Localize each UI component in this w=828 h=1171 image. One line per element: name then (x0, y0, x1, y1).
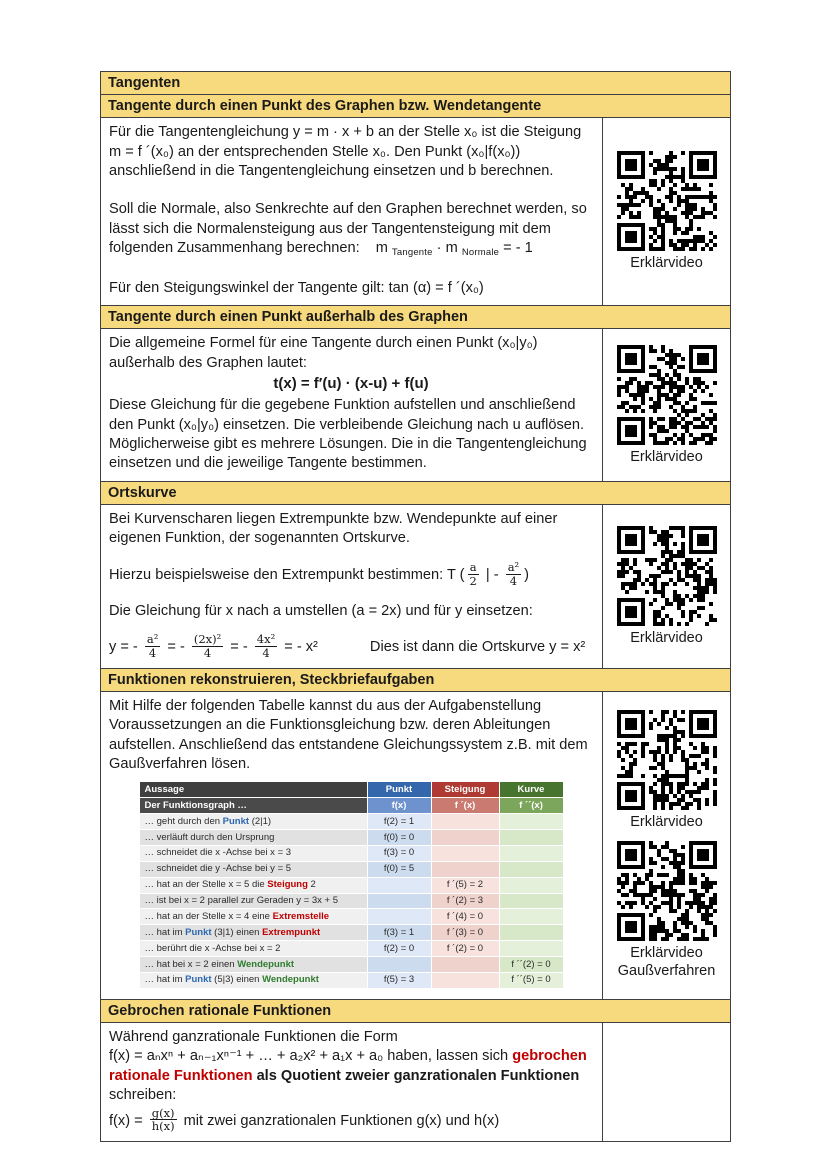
qr-label: Erklärvideo (630, 255, 703, 272)
paragraph: Mit Hilfe der folgenden Tabelle kannst du aus der Aufgabenstellung Voraussetzungen an die Funktionsgleichung bzw. deren Ableitungen aufstellen. Anschließend das entstandene Gleichungssystem z.B. mit dem Gaußverfahren lösen. (109, 697, 588, 772)
qr-column (602, 329, 730, 480)
section-gebrochen-rationale-funktionen (101, 1023, 730, 1141)
steigung-cell (431, 845, 499, 861)
equation-text: y = - (109, 639, 142, 656)
heading-text: Funktionen rekonstruieren, Steckbriefaufgaben (108, 671, 435, 688)
steigung-cell: f ´(4) = 0 (431, 909, 499, 925)
qr-code (617, 526, 717, 626)
equation-segment (109, 631, 318, 661)
statement-cell (139, 909, 367, 925)
statement-text: … verläuft durch den Ursprung (144, 831, 275, 843)
kurve-cell (499, 941, 563, 957)
kurve-cell (499, 814, 563, 830)
equation-text: = - x² (280, 639, 318, 656)
statement-cell (139, 972, 367, 988)
column-header-kurve: Kurve (499, 782, 563, 798)
punkt-cell: f(0) = 0 (367, 830, 431, 846)
section1-content (101, 118, 602, 305)
section-header-wendetangente (101, 95, 730, 118)
banner-title: Tangenten (108, 75, 181, 91)
qr-code (617, 710, 717, 810)
keyword-red: Extremstelle (272, 910, 330, 922)
section-ortskurve (101, 505, 730, 669)
table-row (139, 925, 563, 941)
table-row (139, 877, 563, 893)
fraction (468, 561, 479, 588)
statements-table (139, 781, 564, 988)
statement-cell (139, 893, 367, 909)
fraction-denominator: 4 (262, 645, 270, 660)
section-steckbriefaufgaben (101, 692, 730, 1000)
table-subheader-row (139, 798, 563, 814)
formula-text: f(x) = (109, 1112, 147, 1129)
statement-text: (3|1) einen (211, 926, 263, 938)
paragraph: Diese Gleichung für die gegebene Funktion aufstellen und anschließend den Punkt (x₀|y₀) einsetzen. Die verbleibende Gleichung nach u auflösen. Möglicherweise gibt es mehrere Lösungen. Die in die Tangentengleichung einsetzen und die jeweilige Tangente bestimmen. (109, 397, 587, 472)
punkt-cell: f(3) = 1 (367, 925, 431, 941)
statement-cell (139, 877, 367, 893)
table-row (139, 845, 563, 861)
statement-text: 2 (307, 879, 316, 891)
tangent-formula: t(x) = f′(u) · (x-u) + f(u) (273, 375, 429, 393)
fraction (255, 633, 277, 660)
fraction-numerator: (2x)² (193, 631, 222, 646)
statement-text: … hat an der Stelle x = 4 eine (144, 910, 273, 922)
steigung-cell (431, 972, 499, 988)
formula-var: m (375, 240, 392, 257)
section-header-steckbrief (101, 669, 730, 692)
qr-label: Erklärvideo (630, 813, 703, 830)
qr-code (617, 841, 717, 941)
fraction-numerator: g(x) (151, 1105, 175, 1120)
keyword-red: Extrempunkt (262, 926, 321, 938)
paragraph: Bei Kurvenscharen liegen Extrempunkte bzw. Wendepunkte auf einer eigenen Funktion, der sogenannten Ortskurve. (109, 510, 558, 547)
fraction-denominator: 2 (469, 573, 477, 588)
statement-text: … hat an der Stelle x = 5 die (144, 879, 268, 891)
statement-text: … hat im (144, 926, 186, 938)
qr-label (618, 944, 716, 980)
statements-table-body (139, 814, 563, 989)
paragraph-text: | - (481, 566, 503, 583)
column-header-steigung: Steigung (431, 782, 499, 798)
section-header-ortskurve (101, 482, 730, 505)
fraction (145, 633, 160, 660)
keyword-blue: Punkt (222, 815, 250, 827)
paragraph: Die allgemeine Formel für eine Tangente durch einen Punkt (x₀|y₀) außerhalb des Graphen lautet: (109, 335, 538, 371)
section-header-tangente-aussen (101, 306, 730, 329)
paragraph: Während ganzrationale Funktionen die Form (109, 1028, 398, 1045)
subheader-f2x: f ´´(x) (499, 798, 563, 814)
table-row (139, 972, 563, 988)
statement-cell (139, 845, 367, 861)
statement-cell (139, 941, 367, 957)
section4-content (101, 692, 602, 999)
qr-label: Erklärvideo (630, 629, 703, 646)
fraction (150, 1107, 177, 1134)
polynomial-formula: f(x) = aₙxⁿ + aₙ₋₁xⁿ⁻¹ + … + a₂x² + a₁x + a₀ haben, lassen sich (109, 1048, 513, 1065)
steigung-cell (431, 830, 499, 846)
section5-content (101, 1023, 602, 1141)
punkt-cell (367, 909, 431, 925)
paragraph (109, 200, 593, 259)
kurve-cell (499, 861, 563, 877)
kurve-cell (499, 845, 563, 861)
kurve-cell (499, 925, 563, 941)
ortskurve-equation (109, 631, 593, 661)
qr-label-line2: Gaußverfahren (617, 963, 716, 980)
fraction-numerator: a² (146, 631, 159, 646)
fraction-denominator: h(x) (151, 1119, 175, 1134)
statement-cell (139, 957, 367, 973)
table-row (139, 830, 563, 846)
formula-subscript: Tangente (391, 247, 433, 259)
section-tangente-punkt-graph (101, 118, 730, 306)
qr-column-empty (602, 1023, 730, 1141)
table-row (139, 893, 563, 909)
paragraph-text: Soll die Normale, also Senkrechte auf den Graphen berechnet werden, so lässt sich die Normalensteigung aus der Tangentensteigung mit dem folgenden Zusammenhang berechnen: (109, 201, 587, 257)
paragraph (109, 1047, 593, 1105)
paragraph: Für den Steigungswinkel der Tangente gilt: tan (α) = f ´(x₀) (109, 279, 484, 296)
paragraph: Die Gleichung für x nach a umstellen (a = 2x) und für y einsetzen: (109, 602, 533, 619)
keyword-red: Steigung (267, 879, 308, 891)
statement-cell (139, 861, 367, 877)
qr-label-line1: Erklärvideo (630, 945, 703, 962)
steigung-cell (431, 814, 499, 830)
steigung-cell (431, 957, 499, 973)
keyword-green: Wendepunkt (237, 958, 295, 970)
kurve-cell (499, 830, 563, 846)
heading-text: Ortskurve (108, 484, 177, 501)
equation-note: Dies ist dann die Ortskurve y = x² (369, 638, 586, 655)
table-row (139, 957, 563, 973)
section-header-tangenten (101, 72, 730, 95)
paragraph-text: ) (524, 566, 530, 583)
statement-text: (5|3) einen (211, 974, 263, 986)
paragraph-text: schreiben: (109, 1087, 177, 1104)
kurve-cell (499, 877, 563, 893)
equation-text: = - (226, 639, 252, 656)
keyword-blue: Punkt (185, 926, 212, 938)
steigung-cell: f ´(2) = 0 (431, 941, 499, 957)
statement-cell (139, 925, 367, 941)
statement-text: … geht durch den (144, 815, 223, 827)
math-cheat-sheet (100, 71, 731, 1142)
heading-text: Gebrochen rationale Funktionen (108, 1002, 332, 1019)
column-header-punkt: Punkt (367, 782, 431, 798)
punkt-cell: f(2) = 0 (367, 941, 431, 957)
statement-text: … schneidet die x -Achse bei x = 3 (144, 847, 292, 859)
fraction-numerator: 4x² (256, 631, 276, 646)
qr-code (617, 151, 717, 251)
statement-cell (139, 814, 367, 830)
qr-column (602, 118, 730, 305)
statement-text: … schneidet die y -Achse bei y = 5 (144, 863, 292, 875)
fraction-denominator: 4 (203, 645, 212, 660)
formula-result: = - 1 (499, 240, 533, 257)
steigung-cell: f ´(2) = 3 (431, 893, 499, 909)
statement-text: (2|1) (249, 815, 272, 827)
qr-code (617, 345, 717, 445)
punkt-cell: f(2) = 1 (367, 814, 431, 830)
section3-content (101, 505, 602, 668)
fraction-denominator: 4 (509, 573, 518, 588)
paragraph-text: Hierzu beispielsweise den Extrempunkt bestimmen: T ( (109, 566, 465, 583)
statement-text: … hat im (144, 974, 186, 986)
punkt-cell (367, 877, 431, 893)
subheader-f1x: f ´(x) (431, 798, 499, 814)
section-header-gebrochen-rational (101, 1000, 730, 1023)
statement-text: … ist bei x = 2 parallel zur Geraden y = 3x + 5 (144, 895, 339, 907)
extrempunkt-line (109, 559, 593, 589)
table-row (139, 941, 563, 957)
steigung-cell: f ´(3) = 0 (431, 925, 499, 941)
subheader-funktionsgraph: Der Funktionsgraph … (139, 798, 367, 814)
formula-operator: · m (432, 240, 462, 257)
highlight-red: gebrochen rationale Funktionen (109, 1048, 587, 1084)
steigung-cell (431, 861, 499, 877)
heading-text: Tangente durch einen Punkt des Graphen bzw. Wendetangente (108, 98, 542, 115)
table-row (139, 814, 563, 830)
punkt-cell (367, 893, 431, 909)
highlight-bold: als Quotient zweier ganzrationalen Funktionen (252, 1067, 580, 1084)
quotient-formula (109, 1105, 593, 1135)
heading-text: Tangente durch einen Punkt außerhalb des Graphen (108, 309, 468, 326)
qr-block (617, 710, 717, 831)
qr-label: Erklärvideo (630, 448, 703, 465)
keyword-green: Wendepunkt (262, 974, 319, 986)
punkt-cell (367, 957, 431, 973)
paragraph: Für die Tangentengleichung y = m · x + b an der Stelle x₀ ist die Steigung m = f ´(x₀) an der entsprechenden Stelle x₀. Den Punkt (x₀|f(x₀)) anschließend in die Tangentengleichung einsetzen und b berechnen. (109, 124, 582, 180)
formula-subscript: Normale (461, 247, 500, 259)
fraction (192, 633, 223, 660)
kurve-cell (499, 909, 563, 925)
kurve-cell: f ´´(2) = 0 (499, 957, 563, 973)
qr-column (602, 505, 730, 668)
qr-block (617, 841, 717, 980)
punkt-cell: f(5) = 3 (367, 972, 431, 988)
fraction-denominator: 4 (148, 645, 157, 660)
punkt-cell: f(3) = 0 (367, 845, 431, 861)
keyword-blue: Punkt (185, 974, 212, 986)
subheader-fx: f(x) (367, 798, 431, 814)
table-header-row (139, 782, 563, 798)
kurve-cell: f ´´(5) = 0 (499, 972, 563, 988)
qr-column (602, 692, 730, 999)
formula-text: mit zwei ganzrationalen Funktionen g(x) und h(x) (179, 1112, 500, 1129)
table-row (139, 909, 563, 925)
statement-text: … hat bei x = 2 einen (144, 958, 238, 970)
equation-text: = - (163, 639, 189, 656)
punkt-cell: f(0) = 5 (367, 861, 431, 877)
fraction-numerator: a (469, 559, 477, 574)
table-row (139, 861, 563, 877)
statement-text: … berührt die x -Achse bei x = 2 (144, 942, 281, 954)
statement-cell (139, 830, 367, 846)
fraction-numerator: a² (507, 559, 520, 574)
steigung-cell: f ´(5) = 2 (431, 877, 499, 893)
section2-content (101, 329, 602, 480)
kurve-cell (499, 893, 563, 909)
column-header-aussage: Aussage (139, 782, 367, 798)
section-tangente-ausserhalb (101, 329, 730, 481)
fraction (506, 561, 521, 588)
normal-slope-formula (375, 240, 533, 259)
